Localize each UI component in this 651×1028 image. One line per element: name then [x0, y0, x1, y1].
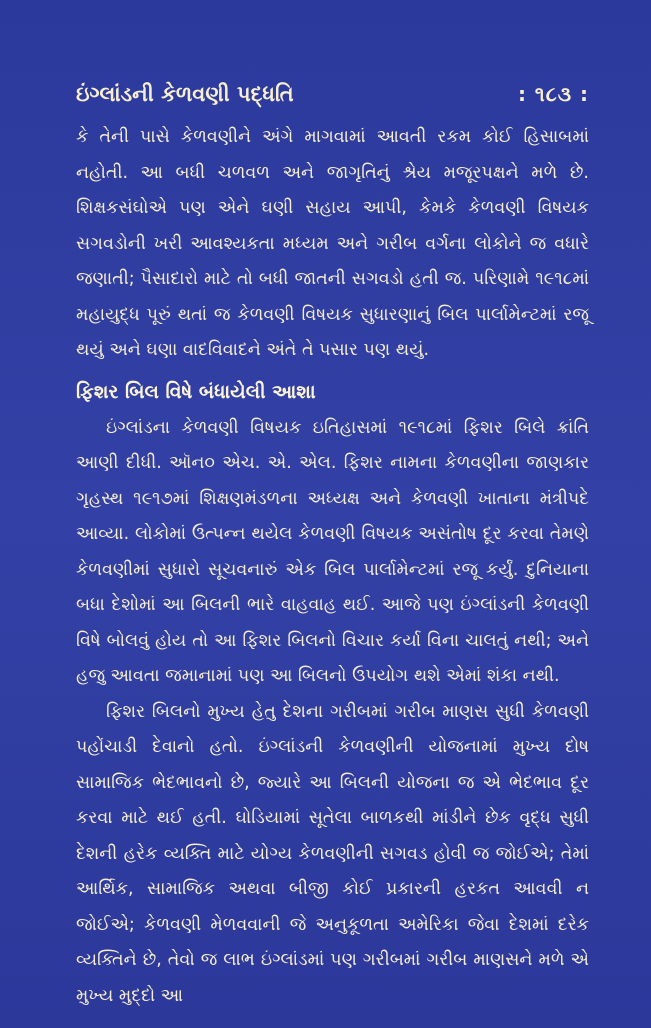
paragraph-fisher-bill-history: ઇંગ્લાંડના કેળવણી વિષયક ઇતિહાસમાં ૧૯૧૮માં ફિશર બિલે ક્રાંતિ આણી દીધી. ઑન૦ એચ. એ. એલ. ફિશર નામના કેળવણીના જાણકાર ગૃહસ્થ ૧૯૧૭માં શિક્ષણમંડળના અધ્યક્ષ અને કેળવણી ખાતાના મંત્રીપદે આવ્યા. લોકોમાં ઉત્પન્ન થયેલ કેળવણી વિષયક અસંતોષ દૂર કરવા તેમણે કેળવણીમાં સુધારો સૂચવનારું એક બિલ પાર્લામેન્ટમાં રજૂ કર્યું. દુનિયાના બધા દેશોમાં આ બિલની ભારે વાહવાહ થઈ. આજે પણ ઇંગ્લાંડની કેળવણી વિષે બોલવું હોય તો આ ફિશર બિલનો વિચાર કર્યા વિના ચાલતું નથી; અને હજુ આવતા જમાનામાં પણ આ બિલનો ઉપયોગ થશે એમાં શંકા નથી.: [76, 417, 589, 686]
section-heading: ફિશર બિલ વિષે બંધાયેલી આશા: [76, 380, 316, 403]
page-body: [76, 120, 589, 1014]
running-title: ઇંગ્લાંડની કેળવણી પદ્ધતિ: [76, 82, 294, 106]
page-header: [76, 82, 589, 107]
page-number: : ૧૮૩ :: [517, 82, 589, 106]
paragraph-fisher-bill-purpose: ફિશર બિલનો મુખ્ય હેતુ દેશના ગરીબમાં ગરીબ માણસ સુધી કેળવણી પહોંચાડી દેવાનો હતો. ઇંગ્લાંડની કેળવણીની યોજનામાં મુખ્ય દોષ સામાજિક ભેદભાવનો છે, જ્યારે આ બિલની યોજના જ એ ભેદભાવ દૂર કરવા માટે થઈ હતી. ઘોડિયામાં સૂતેલા બાળકથી માંડીને છેક વૃદ્ધ સુધી દેશની હરેક વ્યક્તિ માટે યોગ્ય કેળવણીની સગવડ હોવી જ જોઈએ; તેમાં આર્થિક, સામાજિક અથવા બીજી કોઈ પ્રકારની હરકત આવવી ન જોઈએ; કેળવણી મેળવવાની જે અનુકૂળતા અમેરિકા જેવા દેશમાં દરેક વ્યક્તિને છે, તેવો જ લાભ ઇંગ્લાંડમાં પણ ગરીબમાં ગરીબ માણસને મળે એ મુખ્ય મુદ્દો આ: [76, 701, 589, 1006]
paragraph-continuation: કે તેની પાસે કેળવણીને અંગે માગવામાં આવતી રકમ કોઈ હિસાબમાં નહોતી. આ બધી ચળવળ અને જાગૃતિનું શ્રેય મજૂરપક્ષને મળે છે. શિક્ષકસંઘોએ પણ એને ઘણી સહાય આપી, કેમકે કેળવણી વિષયક સગવડોની ખરી આવશ્યકતા મધ્યમ અને ગરીબ વર્ગના લોકોને જ વધારે જણાતી; પૈસાદારો માટે તો બધી જાતની સગવડો હતી જ. પરિણામે ૧૯૧૮માં મહાયુદ્ધ પૂરું થતાં જ કેળવણી વિષયક સુધારણાનું બિલ પાર્લામેન્ટમાં રજૂ થયું અને ઘણા વાદવિવાદને અંતે તે પસાર પણ થયું.: [76, 127, 589, 360]
